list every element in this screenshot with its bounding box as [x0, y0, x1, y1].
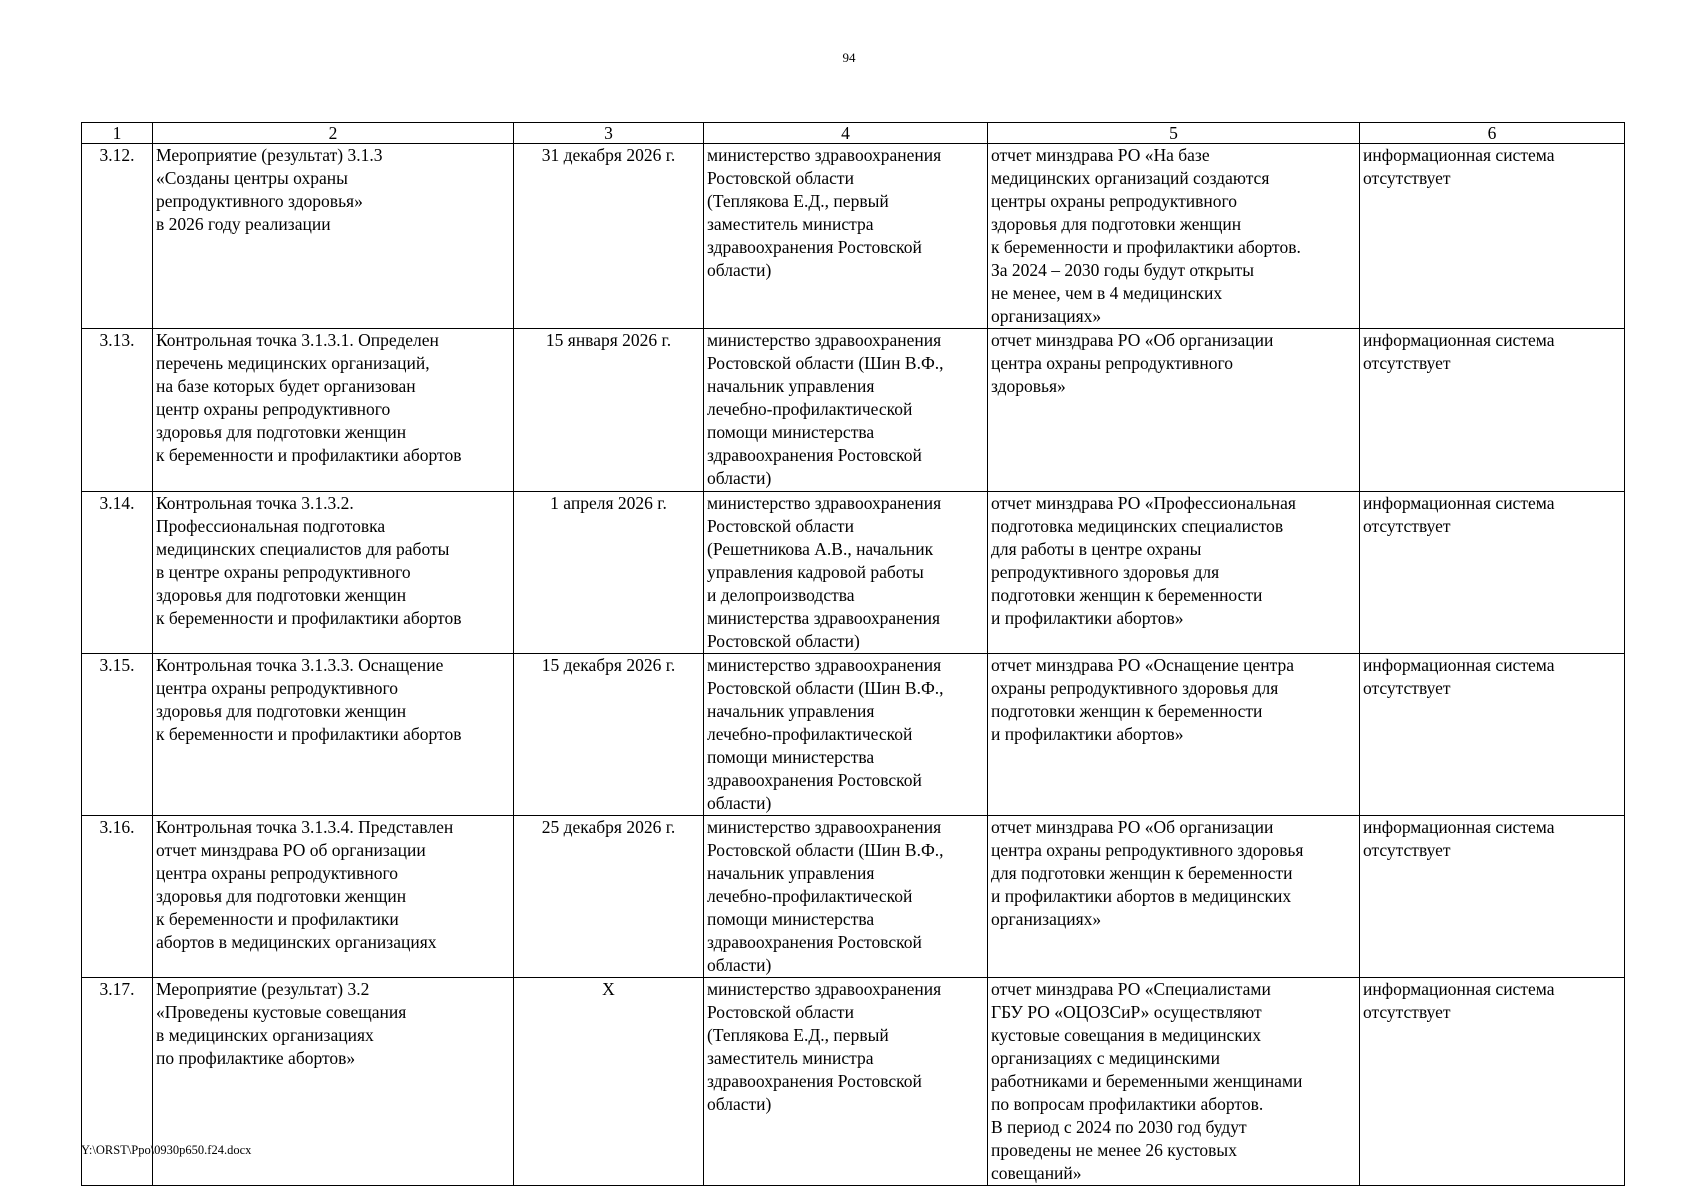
- information-system: информационная система отсутствует: [1360, 144, 1625, 329]
- deadline-date: 25 декабря 2026 г.: [514, 816, 704, 978]
- information-system: информационная система отсутствует: [1360, 978, 1625, 1186]
- column-header-2: 2: [153, 123, 514, 144]
- responsible-person: министерство здравоохранения Ростовской области (Шин В.Ф., начальник управления лечебно-профилактической помощи министерства здравоохранения Ростовской области): [704, 654, 988, 816]
- event-name: Контрольная точка 3.1.3.3. Оснащение центра охраны репродуктивного здоровья для подготовки женщин к беременности и профилактики абортов: [153, 654, 514, 816]
- row-number: 3.16.: [82, 816, 153, 978]
- event-name: Контрольная точка 3.1.3.1. Определен перечень медицинских организаций, на базе которых будет организован центр охраны репродуктивного здоровья для подготовки женщин к беременности и профилактики абортов: [153, 329, 514, 492]
- table-row: [82, 144, 1625, 329]
- deadline-date: 31 декабря 2026 г.: [514, 144, 704, 329]
- document-path-footer: Y:\ORST\Ppo\0930p650.f24.docx: [81, 1143, 252, 1157]
- column-header-5: 5: [988, 123, 1360, 144]
- information-system: информационная система отсутствует: [1360, 654, 1625, 816]
- column-header-1: 1: [82, 123, 153, 144]
- event-name: Мероприятие (результат) 3.1.3 «Созданы центры охраны репродуктивного здоровья» в 2026 году реализации: [153, 144, 514, 329]
- report-document: отчет минздрава РО «Об организации центра охраны репродуктивного здоровья»: [988, 329, 1360, 492]
- deadline-date: X: [514, 978, 704, 1186]
- event-name: Мероприятие (результат) 3.2 «Проведены кустовые совещания в медицинских организациях по профилактике абортов»: [153, 978, 514, 1186]
- report-document: отчет минздрава РО «Специалистами ГБУ РО «ОЦОЗСиР» осуществляют кустовые совещания в медицинских организациях с медицинскими работниками и беременными женщинами по вопросам профилактики абортов. В период с 2024 по 2030 год будут проведены не менее 26 кустовых совещаний»: [988, 978, 1360, 1186]
- responsible-person: министерство здравоохранения Ростовской области (Шин В.Ф., начальник управления лечебно-профилактической помощи министерства здравоохранения Ростовской области): [704, 816, 988, 978]
- table-row: [82, 492, 1625, 654]
- information-system: информационная система отсутствует: [1360, 329, 1625, 492]
- row-number: 3.12.: [82, 144, 153, 329]
- responsible-person: министерство здравоохранения Ростовской области (Теплякова Е.Д., первый заместитель министра здравоохранения Ростовской области): [704, 978, 988, 1186]
- report-document: отчет минздрава РО «Об организации центра охраны репродуктивного здоровья для подготовки женщин к беременности и профилактики абортов в медицинских организациях»: [988, 816, 1360, 978]
- column-header-3: 3: [514, 123, 704, 144]
- event-name: Контрольная точка 3.1.3.4. Представлен отчет минздрава РО об организации центра охраны репродуктивного здоровья для подготовки женщин к беременности и профилактики абортов в медицинских организациях: [153, 816, 514, 978]
- column-header-4: 4: [704, 123, 988, 144]
- information-system: информационная система отсутствует: [1360, 492, 1625, 654]
- table-row: [82, 816, 1625, 978]
- row-number: 3.17.: [82, 978, 153, 1186]
- report-document: отчет минздрава РО «Профессиональная подготовка медицинских специалистов для работы в центре охраны репродуктивного здоровья для подготовки женщин к беременности и профилактики абортов»: [988, 492, 1360, 654]
- responsible-person: министерство здравоохранения Ростовской области (Решетникова А.В., начальник управления кадровой работы и делопроизводства министерства здравоохранения Ростовской области): [704, 492, 988, 654]
- column-header-6: 6: [1360, 123, 1625, 144]
- measures-table: [81, 122, 1625, 1186]
- table-row: [82, 978, 1625, 1186]
- row-number: 3.15.: [82, 654, 153, 816]
- deadline-date: 1 апреля 2026 г.: [514, 492, 704, 654]
- report-document: отчет минздрава РО «На базе медицинских организаций создаются центры охраны репродуктивного здоровья для подготовки женщин к беременности и профилактики абортов. За 2024 – 2030 годы будут открыты не менее, чем в 4 медицинских организациях»: [988, 144, 1360, 329]
- deadline-date: 15 декабря 2026 г.: [514, 654, 704, 816]
- report-document: отчет минздрава РО «Оснащение центра охраны репродуктивного здоровья для подготовки женщин к беременности и профилактики абортов»: [988, 654, 1360, 816]
- row-number: 3.13.: [82, 329, 153, 492]
- responsible-person: министерство здравоохранения Ростовской области (Шин В.Ф., начальник управления лечебно-профилактической помощи министерства здравоохранения Ростовской области): [704, 329, 988, 492]
- table-row: [82, 654, 1625, 816]
- page-number: 94: [842, 50, 856, 65]
- information-system: информационная система отсутствует: [1360, 816, 1625, 978]
- deadline-date: 15 января 2026 г.: [514, 329, 704, 492]
- event-name: Контрольная точка 3.1.3.2. Профессиональная подготовка медицинских специалистов для работы в центре охраны репродуктивного здоровья для подготовки женщин к беременности и профилактики абортов: [153, 492, 514, 654]
- row-number: 3.14.: [82, 492, 153, 654]
- table-row: [82, 329, 1625, 492]
- responsible-person: министерство здравоохранения Ростовской области (Теплякова Е.Д., первый заместитель министра здравоохранения Ростовской области): [704, 144, 988, 329]
- table-header-row: [82, 123, 1625, 144]
